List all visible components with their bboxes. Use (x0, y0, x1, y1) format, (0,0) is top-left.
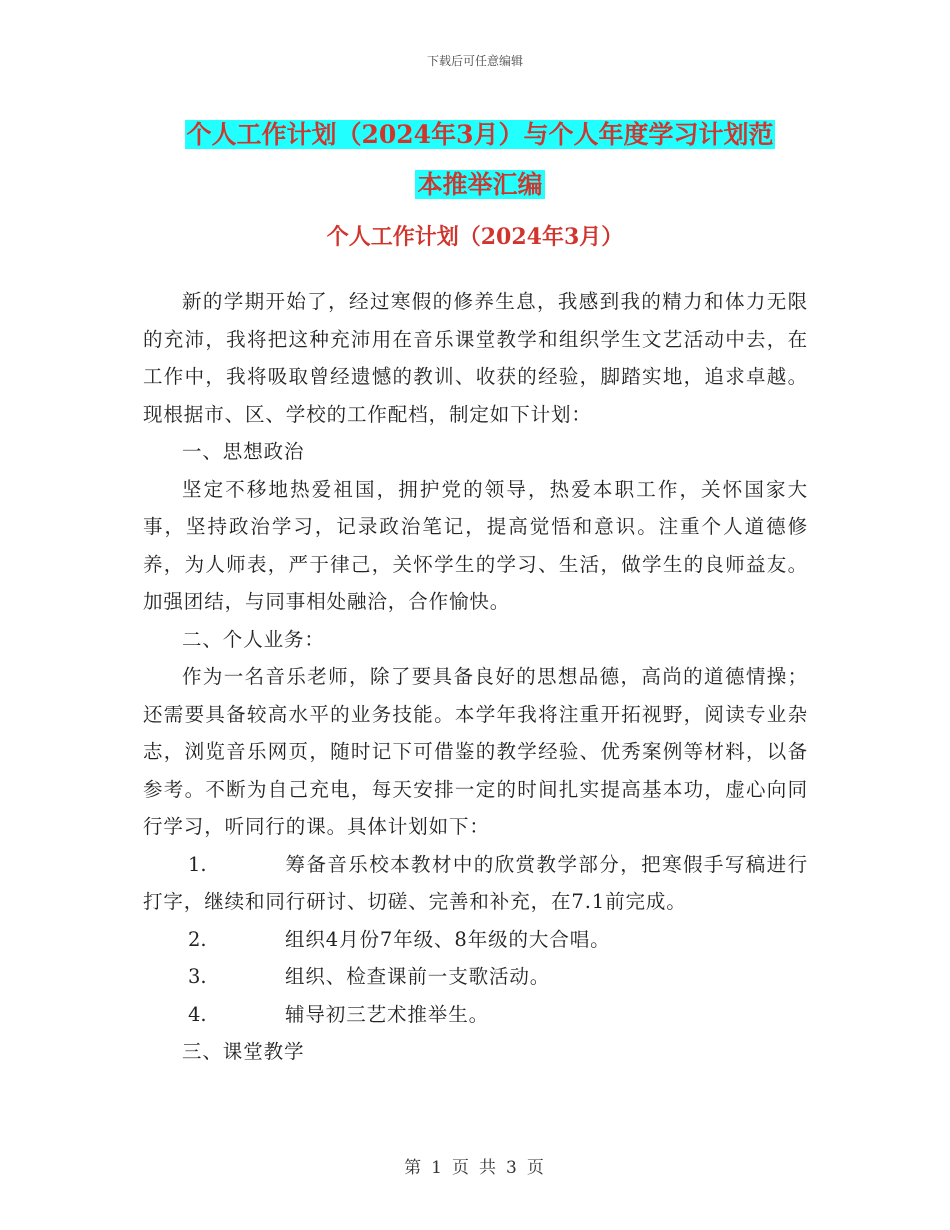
document-title (140, 110, 820, 210)
footer-prefix: 第 (404, 1158, 424, 1178)
list-item (143, 921, 808, 959)
list-item (143, 958, 808, 996)
heading-political: 一、思想政治 (182, 440, 305, 463)
footer-suffix: 页 (526, 1158, 546, 1178)
title-line-2: 本推举汇编 (417, 170, 543, 199)
list-item-number: 4. (188, 1002, 207, 1026)
title-line-1: 个人工作计划（2024年3月）与个人年度学习计划范 (186, 120, 774, 149)
page-footer (0, 1153, 950, 1178)
heading-classroom: 三、课堂教学 (182, 1040, 305, 1063)
list-item-number: 3. (188, 965, 207, 988)
list-item (143, 996, 808, 1034)
header-note: 下载后可任意编辑 (426, 54, 523, 68)
list-item-number: 2. (188, 927, 207, 951)
heading-professional: 二、个人业务： (182, 627, 325, 651)
footer-page-label: 页 (452, 1158, 471, 1178)
section-title: 个人工作计划（2024年3月） (326, 224, 624, 250)
list-item-text: 组织4月份7年级、8年级的大合唱。 (285, 927, 611, 951)
footer-total-pages: 3 (506, 1158, 519, 1178)
list-item-text: 筹备音乐校本教材中的欣赏教学部分，把寒假手写稿进行打字，继续和同行研讨、切磋、完善和补充，在7.1前完成。 (143, 852, 808, 913)
intro-paragraph: 新的学期开始了，经过寒假的修养生息，我感到我的精力和体力无限的充沛，我将把这种充沛用在音乐课堂教学和组织学生文艺活动中去，在工作中，我将吸取曾经遗憾的教训、收获的经验，脚踏实地，追求卓越。现根据市、区、学校的工作配档，制定如下计划： (143, 290, 808, 426)
footer-page-number: 1 (431, 1158, 444, 1178)
political-paragraph: 坚定不移地热爱祖国，拥护党的领导，热爱本职工作，关怀国家大事，坚持政治学习，记录政治笔记，提高觉悟和意识。注重个人道德修养，为人师表，严于律己，关怀学生的学习、生活，做学生的良师益友。加强团结，与同事相处融洽，合作愉快。 (143, 477, 808, 613)
list-item-text: 组织、检查课前一支歌活动。 (285, 965, 551, 988)
list-item-number: 1. (188, 852, 207, 876)
document-body (143, 283, 808, 1071)
list-item-text: 辅导初三艺术推举生。 (285, 1002, 490, 1026)
list-item (143, 846, 808, 921)
footer-of: 共 (479, 1158, 498, 1178)
professional-paragraph: 作为一名音乐老师，除了要具备良好的思想品德，高尚的道德情操；还需要具备较高水平的业务技能。本学年我将注重开拓视野，阅读专业杂志，浏览音乐网页，随时记下可借鉴的教学经验、优秀案例等材料，以备参考。不断为自己充电，每天安排一定的时间扎实提高基本功，虚心向同行学习，听同行的课。具体计划如下： (143, 665, 808, 838)
